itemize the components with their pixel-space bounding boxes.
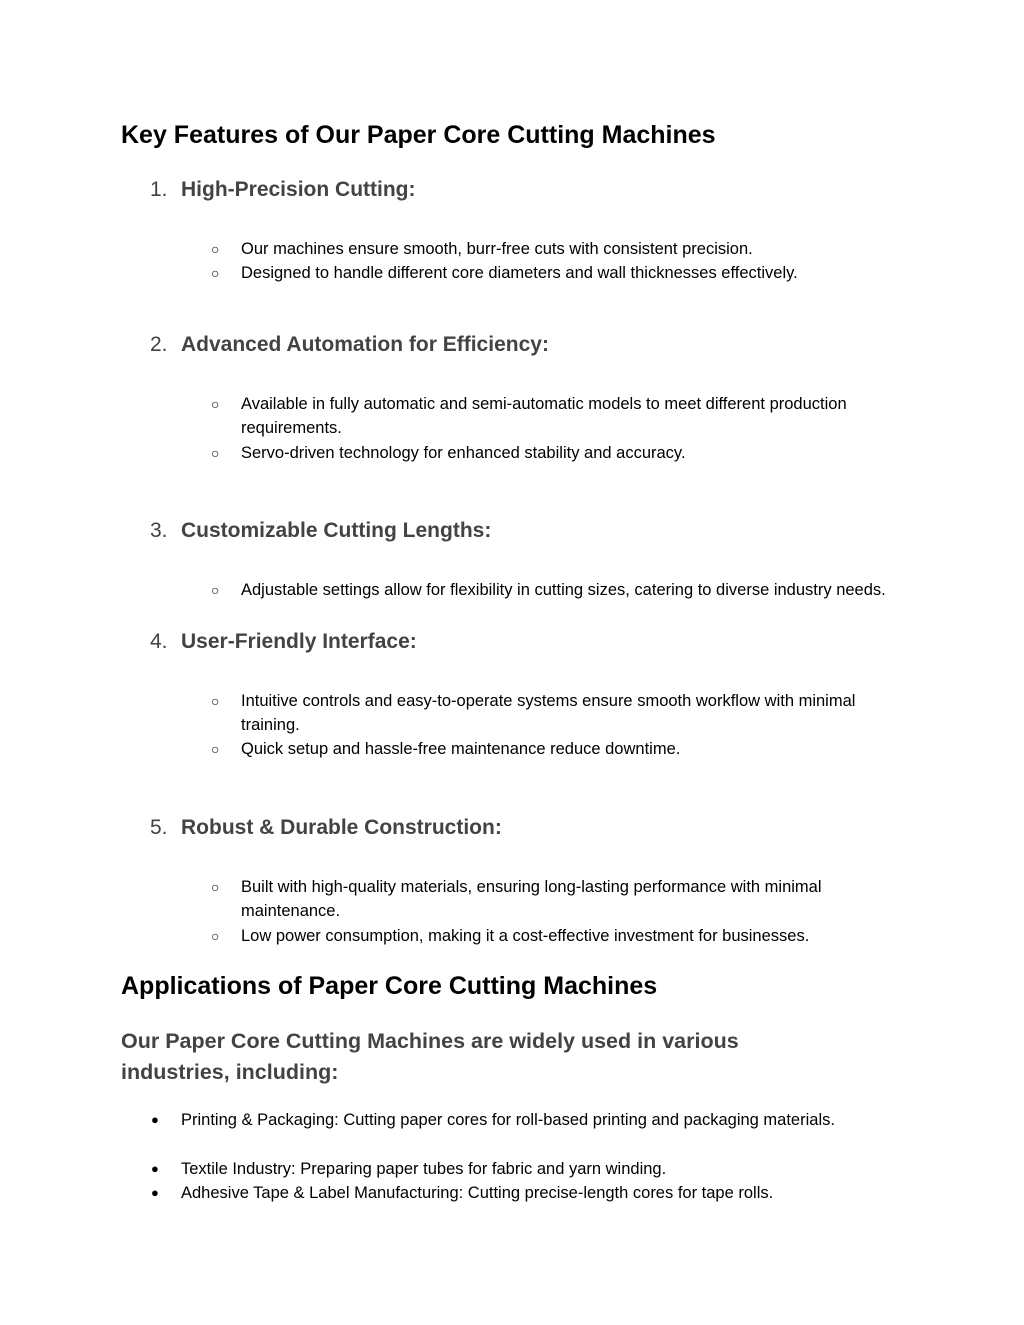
feature-4-bullet-1: [211, 689, 911, 737]
feature-number: 1.: [150, 178, 168, 201]
feature-1-bullet-1: [211, 237, 911, 261]
application-text: Printing & Packaging: Cutting paper cores for roll-based printing and packaging materials.: [181, 1111, 835, 1129]
feature-number: 4.: [150, 630, 168, 653]
application-item-2: [151, 1157, 891, 1181]
bullet-text: Designed to handle different core diameters and wall thicknesses effectively.: [241, 264, 798, 282]
bullet-text: Servo-driven technology for enhanced stability and accuracy.: [241, 444, 686, 462]
feature-2-bullet-2: [211, 441, 911, 465]
bullet-text: Available in fully automatic and semi-automatic models to meet different production requirements.: [241, 395, 847, 437]
bullet-text: Built with high-quality materials, ensuring long-lasting performance with minimal maintenance.: [241, 878, 822, 920]
hollow-bullet-icon: ○: [211, 693, 220, 709]
feature-5-bullet-2: [211, 924, 911, 948]
bullet-text: Low power consumption, making it a cost-effective investment for businesses.: [241, 927, 810, 945]
hollow-bullet-icon: ○: [211, 396, 220, 412]
filled-bullet-icon: ●: [151, 1185, 159, 1200]
feature-number: 5.: [150, 816, 168, 839]
application-text: Adhesive Tape & Label Manufacturing: Cutting precise-length cores for tape rolls.: [181, 1184, 774, 1202]
application-text: Textile Industry: Preparing paper tubes for fabric and yarn winding.: [181, 1160, 667, 1178]
features-heading: Key Features of Our Paper Core Cutting Machines: [121, 121, 716, 149]
bullet-text: Adjustable settings allow for flexibility in cutting sizes, catering to diverse industry needs.: [241, 581, 886, 599]
hollow-bullet-icon: ○: [211, 928, 220, 944]
feature-5-bullet-1: [211, 875, 911, 923]
feature-item-4: [150, 630, 417, 654]
hollow-bullet-icon: ○: [211, 445, 220, 461]
filled-bullet-icon: ●: [151, 1161, 159, 1176]
feature-1-bullet-2: [211, 261, 911, 285]
bullet-text: Quick setup and hassle-free maintenance reduce downtime.: [241, 740, 681, 758]
application-item-3: [151, 1181, 891, 1205]
feature-2-bullet-1: [211, 392, 911, 440]
feature-number: 3.: [150, 519, 168, 542]
feature-title: Customizable Cutting Lengths:: [181, 519, 492, 542]
feature-title: Robust & Durable Construction:: [181, 816, 502, 839]
hollow-bullet-icon: ○: [211, 879, 220, 895]
feature-title: High-Precision Cutting:: [181, 178, 416, 201]
feature-title: User-Friendly Interface:: [181, 630, 417, 653]
applications-heading: Applications of Paper Core Cutting Machines: [121, 972, 658, 1000]
application-item-1: [151, 1108, 891, 1132]
feature-item-2: [150, 333, 549, 357]
feature-number: 2.: [150, 333, 168, 356]
feature-3-bullet-1: [211, 578, 911, 602]
bullet-text: Intuitive controls and easy-to-operate systems ensure smooth workflow with minimal training.: [241, 692, 856, 734]
feature-item-1: [150, 178, 416, 202]
feature-item-3: [150, 519, 491, 543]
feature-item-5: [150, 816, 502, 840]
hollow-bullet-icon: ○: [211, 265, 220, 281]
feature-4-bullet-2: [211, 737, 911, 761]
bullet-text: Our machines ensure smooth, burr-free cuts with consistent precision.: [241, 240, 753, 258]
hollow-bullet-icon: ○: [211, 582, 220, 598]
feature-title: Advanced Automation for Efficiency:: [181, 333, 549, 356]
filled-bullet-icon: ●: [151, 1112, 159, 1127]
hollow-bullet-icon: ○: [211, 241, 220, 257]
hollow-bullet-icon: ○: [211, 741, 220, 757]
applications-intro: Our Paper Core Cutting Machines are widely used in various industries, including:: [121, 1029, 739, 1084]
